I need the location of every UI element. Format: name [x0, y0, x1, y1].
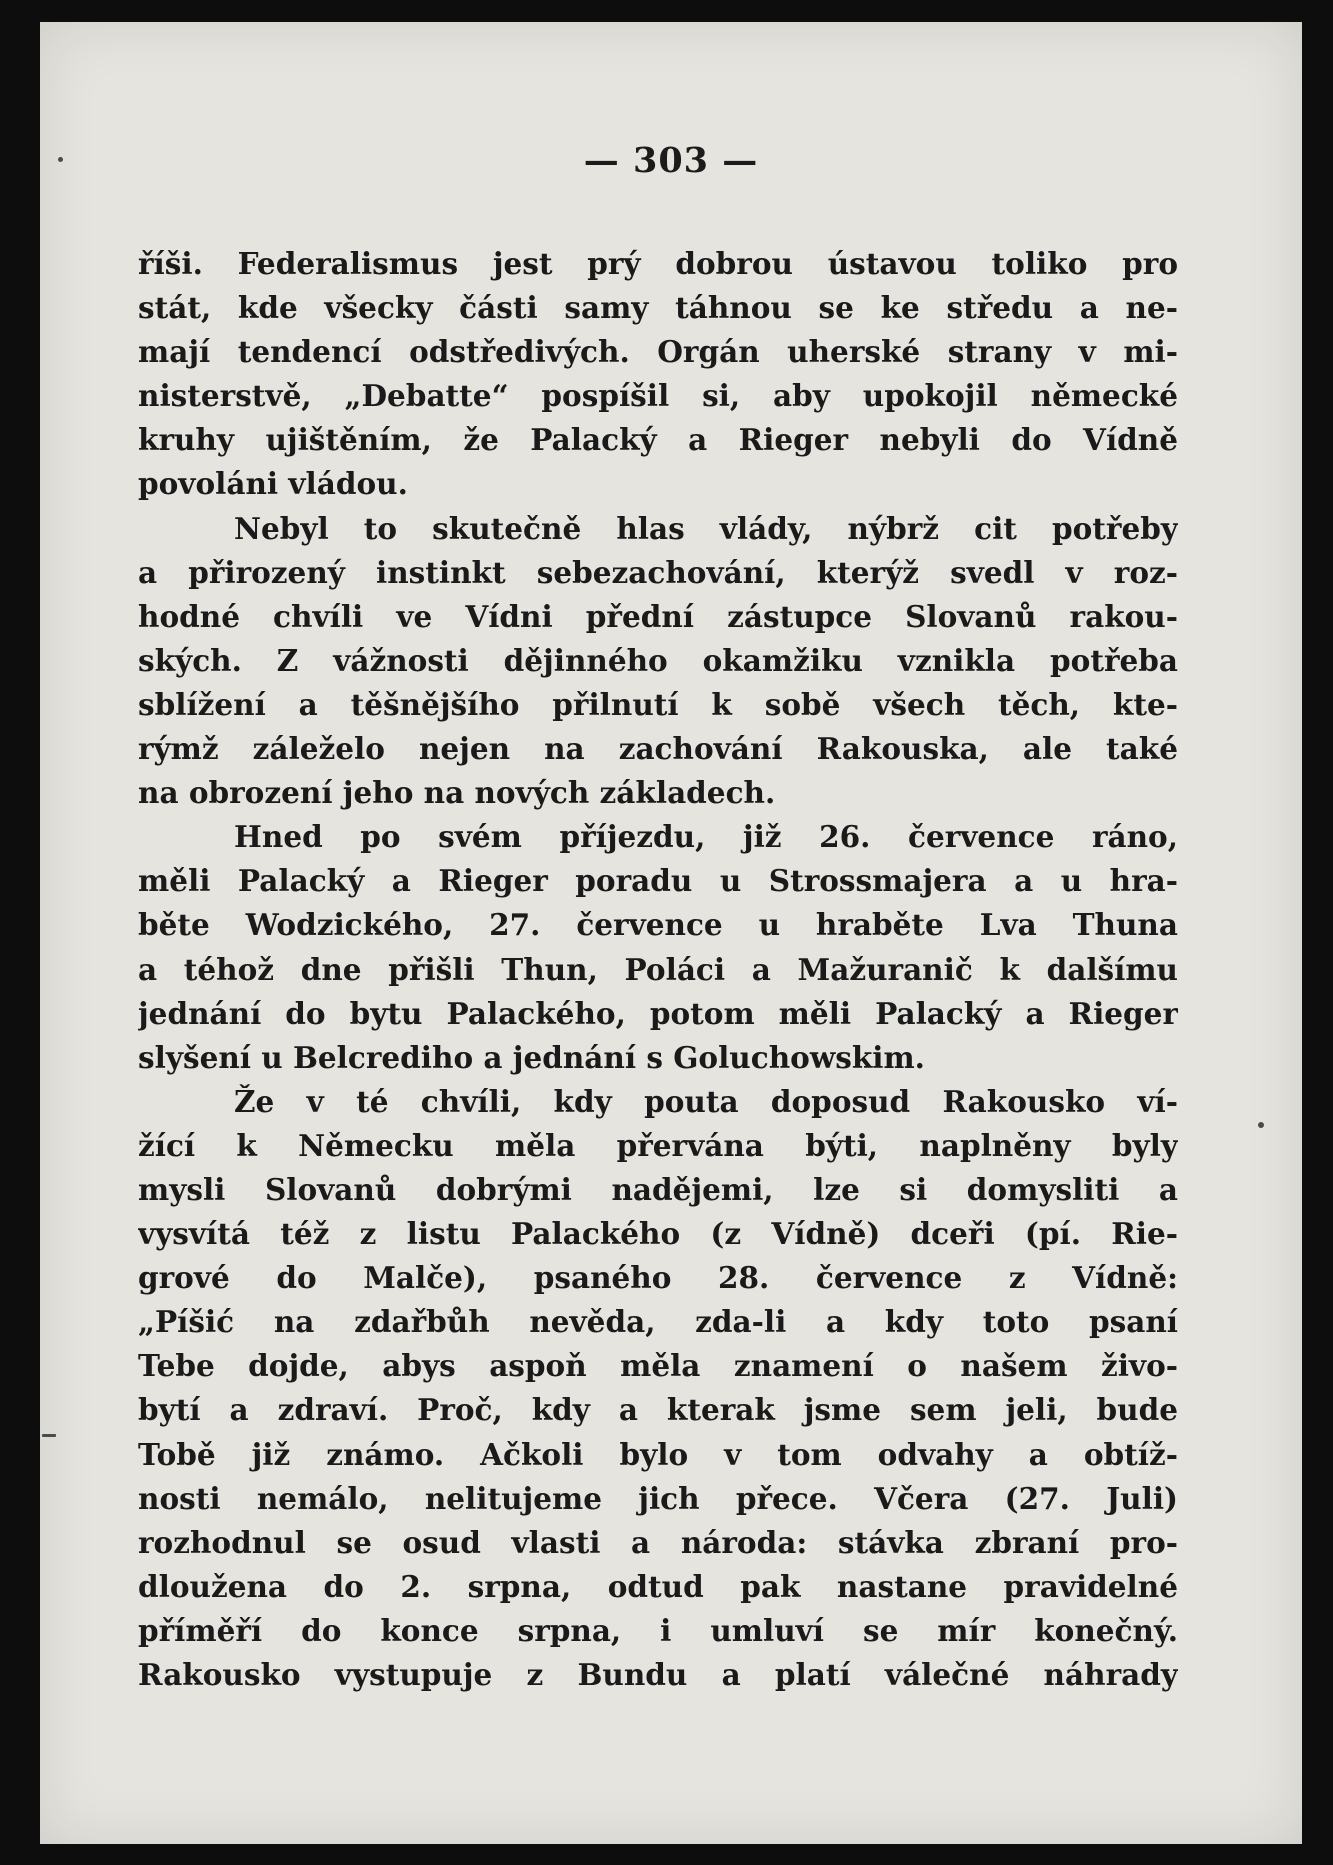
text-line: dloužena do 2. srpna, odtud pak nastane pravidelné	[138, 1568, 1178, 1604]
text-line: nisterstvě, „Debatte“ pospíšil si, aby upokojil německé	[138, 378, 1178, 414]
text-line: jednání do bytu Palackého, potom měli Palacký a Rieger	[138, 995, 1178, 1031]
text-line: slyšení u Belcrediho a jednání s Goluchowskim.	[138, 1039, 925, 1075]
text-line: mysli Slovanů dobrými nadějemi, lze si domysliti a	[138, 1171, 1178, 1207]
book-page	[40, 22, 1302, 1844]
text-line: stát, kde všecky části samy táhnou se ke středu a ne-	[138, 290, 1178, 326]
text-line: říši. Federalismus jest prý dobrou ústavou toliko pro	[138, 246, 1178, 281]
text-line: povoláni vládou.	[138, 466, 408, 502]
text-line: nosti nemálo, nelitujeme jich přece. Včera (27. Juli)	[138, 1480, 1178, 1516]
text-line: rýmž záleželo nejen na zachování Rakouska, ale také	[138, 731, 1178, 767]
text-line: Rakousko vystupuje z Bundu a platí válečné náhrady	[138, 1657, 1178, 1692]
text-line: a téhož dne přišli Thun, Poláci a Mažuranič k dalšímu	[138, 951, 1178, 987]
text-line: rozhodnul se osud vlasti a národa: stávka zbraní pro-	[138, 1524, 1178, 1560]
text-line: bytí a zdraví. Proč, kdy a kterak jsme sem jeli, bude	[138, 1392, 1178, 1428]
text-line: vysvítá též z listu Palackého (z Vídně) dceři (pí. Rie-	[138, 1216, 1178, 1252]
text-line: Tebe dojde, abys aspoň měla znamení o našem živo-	[138, 1348, 1178, 1384]
text-line: ských. Z vážnosti dějinného okamžiku vznikla potřeba	[138, 642, 1178, 678]
text-line: Tobě již známo. Ačkoli bylo v tom odvahy a obtíž-	[138, 1436, 1178, 1472]
text-line: běte Wodzického, 27. července u hraběte Lva Thuna	[138, 907, 1178, 943]
scan-speck	[42, 1434, 56, 1437]
text-line: a přirozený instinkt sebezachování, kterýž svedl v roz-	[138, 554, 1178, 590]
text-line: hodné chvíli ve Vídni přední zástupce Slovanů rakou-	[138, 598, 1178, 634]
text-line: příměří do konce srpna, i umluví se mír konečný.	[138, 1612, 1178, 1648]
text-line: sblížení a těšnějšího přilnutí k sobě všech těch, kte-	[138, 686, 1178, 722]
text-line: Nebyl to skutečně hlas vlády, nýbrž cit potřeby	[234, 510, 1178, 546]
text-line: měli Palacký a Rieger poradu u Strossmajera a u hra-	[138, 863, 1178, 899]
text-line: Hned po svém příjezdu, již 26. července ráno,	[234, 819, 1178, 855]
text-line: Že v té chvíli, kdy pouta doposud Rakousko ví-	[234, 1083, 1178, 1119]
scan-speck	[1258, 1122, 1264, 1128]
page-number: — 303 —	[583, 140, 759, 181]
scan-speck	[58, 157, 63, 162]
body-text	[138, 242, 1178, 1697]
text-line: kruhy ujištěním, že Palacký a Rieger nebyli do Vídně	[138, 422, 1178, 458]
text-line: žící k Německu měla přervána býti, naplněny byly	[138, 1127, 1178, 1163]
text-line: na obrození jeho na nových základech.	[138, 775, 776, 811]
text-line: „Píšić na zdařbůh nevěda, zda-li a kdy toto psaní	[138, 1304, 1178, 1340]
text-line: mají tendencí odstředivých. Orgán uherské strany v mi-	[138, 334, 1178, 370]
text-line: grové do Malče), psaného 28. července z Vídně:	[138, 1260, 1178, 1296]
